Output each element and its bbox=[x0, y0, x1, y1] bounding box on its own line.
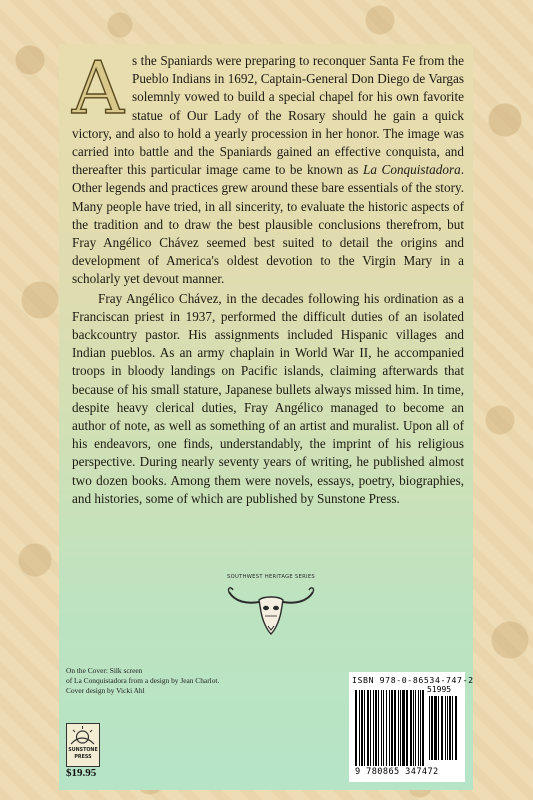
credits-line-1: On the Cover: Silk screen bbox=[66, 666, 143, 675]
barcode-bar bbox=[410, 690, 412, 766]
barcode-bar bbox=[373, 690, 374, 766]
barcode-bar bbox=[383, 690, 384, 766]
barcode-bar bbox=[418, 690, 419, 766]
sunstone-press-logo bbox=[66, 723, 100, 767]
sun-icon bbox=[67, 724, 98, 748]
cover-credits bbox=[66, 666, 266, 697]
barcode-bar bbox=[400, 690, 401, 766]
barcode-bar bbox=[420, 690, 421, 766]
barcode-bar bbox=[389, 690, 390, 766]
barcode-bar bbox=[452, 696, 453, 760]
isbn-barcode bbox=[349, 672, 474, 782]
price-code: 51995 bbox=[427, 685, 452, 694]
barcode-bar bbox=[361, 690, 363, 766]
back-cover-description bbox=[72, 46, 464, 508]
description-paragraph-2: Fray Angélico Chávez, in the decades following his ordination as a Franciscan priest in 1937, performed the difficult duties of an isolated backcountry pastor. His assignments included Hispanic villages and Indian pueblos. As an army chaplain in World War II, he accompanied troops in bloody landings on Pacific islands, claiming afterwards that because of his small stature, Japanese bullets always missed him. In time, despite heavy clerical duties, Fray Angélico managed to become an author of note, as well as something of an artist and muralist. Upon all of his endeavors, one finds, understandably, the imprint of his religious perspective. During nearly seventy years of writing, he published almost two dozen books. Among them were novels, essays, poetry, biographies, and histories, some of which are published by Sunstone Press. bbox=[72, 290, 464, 506]
cow-skull-icon bbox=[225, 582, 317, 640]
barcode-bar bbox=[447, 696, 448, 760]
title-italic: La Conquistadora bbox=[363, 162, 461, 178]
barcode-bar bbox=[370, 690, 371, 766]
logo-line-2: PRESS bbox=[74, 755, 92, 760]
barcode-bar bbox=[355, 690, 357, 766]
barcode-bar bbox=[398, 690, 399, 766]
barcode-bar bbox=[367, 690, 369, 766]
barcode-bar bbox=[402, 690, 405, 766]
isbn-label: ISBN 978-0-86534-747-2 bbox=[352, 675, 474, 685]
paragraph-1-end: . Other legends and practices grew around these bare essentials of the story. Many people have tried, in all sincerity, to evaluate the historic aspects of the tradition and to draw the best plausible conclusions therefrom, but Fray Angélico Chávez seemed best suited to detail the origins and development of America's oldest devotion to the Virgin Mary in a scholarly yet devout manner. bbox=[72, 162, 464, 287]
barcode-bar bbox=[445, 696, 446, 760]
credits-line-2: of La Conquistadora from a design by Jean Charlot. bbox=[66, 676, 220, 686]
barcode-bar bbox=[386, 690, 387, 766]
barcode-bar bbox=[394, 690, 396, 766]
paragraph-1-text: s the Spaniards were preparing to reconquer Santa Fe from the Pueblo Indians in 1692, Captain-General Don Diego de Vargas solemnly vowed to build a special chapel for his own favorite statue of Our Lady of the Rosary should he gain a quick victory, and also to hold a yearly procession in her honor. The image was carried into battle and the Spaniards gained an effective conquista, and thereafter this particular image came to be known as bbox=[72, 53, 464, 178]
credits-line-3: Cover design by Vicki Ahl bbox=[66, 686, 145, 696]
barcode-bar bbox=[359, 690, 360, 766]
barcode-bar bbox=[406, 690, 408, 766]
price-code-bars bbox=[429, 696, 459, 760]
barcode-bar bbox=[434, 696, 437, 760]
barcode-bar bbox=[391, 690, 393, 766]
barcode-bar bbox=[455, 696, 457, 760]
barcode-bar bbox=[438, 696, 439, 760]
barcode-bar bbox=[375, 690, 377, 766]
drop-cap: A bbox=[72, 46, 124, 130]
logo-line-1: SUNSTONE bbox=[68, 748, 98, 753]
barcode-bar bbox=[415, 690, 416, 766]
barcode-bar bbox=[381, 690, 382, 766]
barcode-bar bbox=[449, 696, 451, 760]
barcode-bar bbox=[431, 696, 433, 760]
barcode-bar bbox=[364, 690, 365, 766]
barcode-bar bbox=[422, 690, 424, 766]
barcode-bar bbox=[429, 696, 430, 760]
price: $19.95 bbox=[66, 767, 97, 779]
series-ornament bbox=[225, 572, 317, 642]
barcode-bar bbox=[413, 690, 414, 766]
description-paragraph-1 bbox=[72, 46, 464, 289]
series-label: SOUTHWEST HERITAGE SERIES bbox=[226, 574, 316, 580]
barcode-bar bbox=[441, 696, 443, 760]
barcode-bar bbox=[378, 690, 379, 766]
ean-number: 9 780865 347472 bbox=[355, 767, 439, 777]
ean-barcode-bars bbox=[355, 690, 425, 766]
